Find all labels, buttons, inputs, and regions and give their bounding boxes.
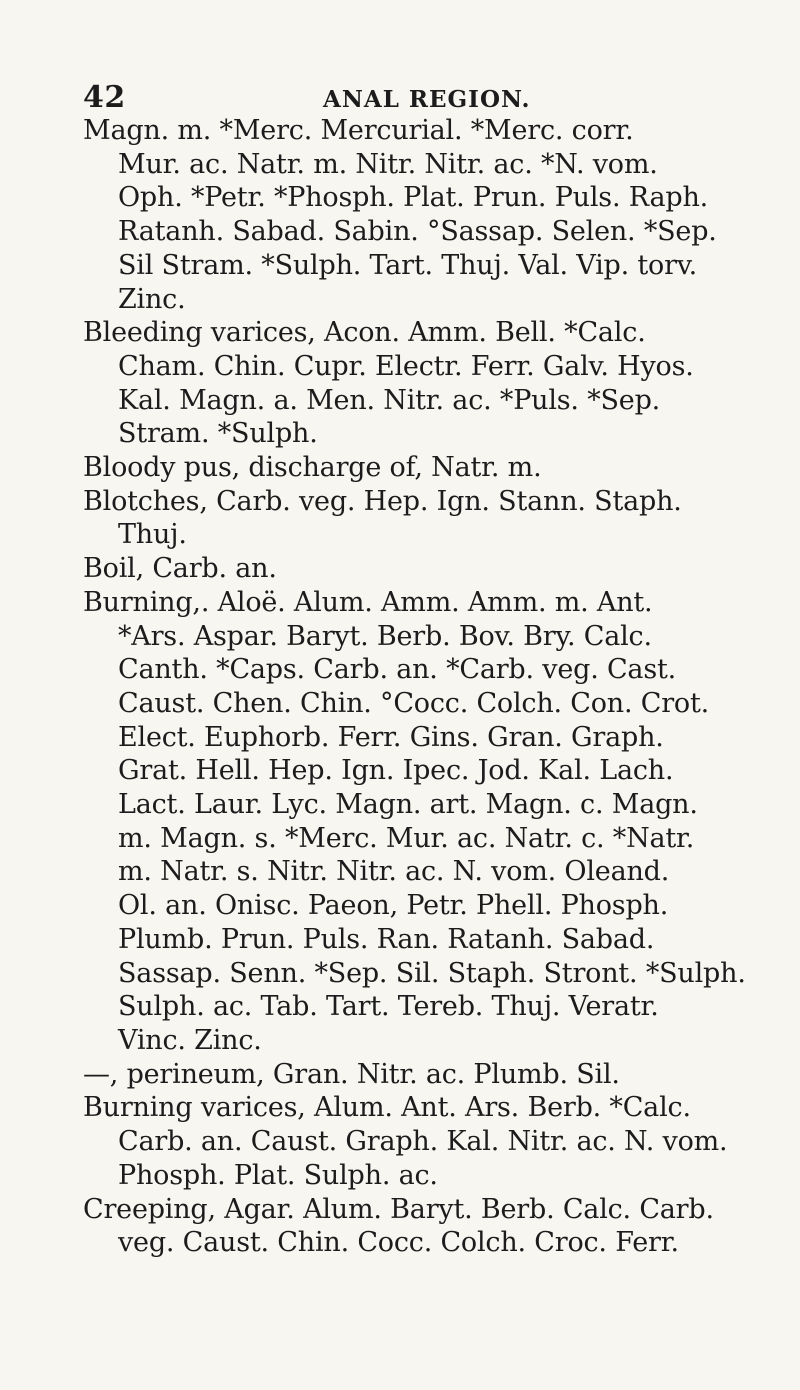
entry-line: Oph. *Petr. *Phosph. Plat. Prun. Puls. Raph.: [118, 182, 709, 214]
entry-line: Vinc. Zinc.: [118, 1024, 262, 1056]
entry-burning: [83, 586, 769, 1058]
entry-line: Elect. Euphorb. Ferr. Gins. Gran. Graph.: [118, 721, 664, 753]
entry-line: Zinc.: [118, 283, 186, 315]
entry-line: Ol. an. Onisc. Paeon, Petr. Phell. Phosph.: [118, 890, 669, 922]
entry-line: Magn. m. *Merc. Mercurial. *Merc. corr.: [83, 115, 634, 146]
entry-line: Ratanh. Sabad. Sabin. °Sassap. Selen. *Sep.: [118, 216, 717, 248]
entry-line: Burning varices, Alum. Ant. Ars. Berb. *Calc.: [83, 1092, 691, 1124]
entry-line: Boil, Carb. an.: [83, 553, 277, 585]
entry-line: Burning,. Aloë. Alum. Amm. Amm. m. Ant.: [83, 586, 653, 618]
entry-line: Sassap. Senn. *Sep. Sil. Staph. Stront. *Sulph.: [118, 957, 746, 989]
entry-line: Sulph. ac. Tab. Tart. Tereb. Thuj. Veratr.: [118, 991, 659, 1023]
entry-line: Phosph. Plat. Sulph. ac.: [118, 1159, 438, 1191]
entry-line: Thuj.: [118, 519, 187, 551]
entry-creeping: [83, 1193, 769, 1260]
entry-line: Sil Stram. *Sulph. Tart. Thuj. Val. Vip. torv.: [118, 249, 698, 281]
page-number: 42: [83, 80, 126, 115]
entry-line: Bleeding varices, Acon. Amm. Bell. *Calc.: [83, 317, 646, 349]
entry-line: *Ars. Aspar. Baryt. Berb. Bov. Bry. Calc.: [118, 620, 652, 652]
entry-line: Stram. *Sulph.: [118, 418, 318, 450]
entry-line: Bloody pus, discharge of, Natr. m.: [83, 452, 542, 484]
entry-blotches: [83, 485, 769, 552]
entry-bleeding-varices: [83, 316, 769, 451]
entry-line: Blotches, Carb. veg. Hep. Ign. Stann. Staph.: [83, 485, 682, 517]
repertory-entries: [83, 114, 769, 1260]
entry-line: Creeping, Agar. Alum. Baryt. Berb. Calc. Carb.: [83, 1193, 714, 1225]
entry-line: Plumb. Prun. Puls. Ran. Ratanh. Sabad.: [118, 923, 655, 955]
entry-line: Cham. Chin. Cupr. Electr. Ferr. Galv. Hyos.: [118, 350, 694, 382]
entry-burning-varices: [83, 1091, 769, 1192]
entry-magn-continuation: [83, 114, 769, 316]
running-head: ANAL REGION.: [323, 86, 531, 113]
entry-line: m. Magn. s. *Merc. Mur. ac. Natr. c. *Natr.: [118, 822, 695, 854]
entry-line: Carb. an. Caust. Graph. Kal. Nitr. ac. N. vom.: [118, 1126, 728, 1158]
entry-line: Canth. *Caps. Carb. an. *Carb. veg. Cast.: [118, 654, 677, 686]
entry-line: Grat. Hell. Hep. Ign. Ipec. Jod. Kal. Lach.: [118, 755, 674, 787]
entry-line: Kal. Magn. a. Men. Nitr. ac. *Puls. *Sep.: [118, 384, 661, 416]
entry-burning-perineum: [83, 1058, 769, 1092]
entry-line: Mur. ac. Natr. m. Nitr. Nitr. ac. *N. vom.: [118, 148, 658, 180]
entry-line: Caust. Chen. Chin. °Cocc. Colch. Con. Crot.: [118, 687, 710, 719]
entry-bloody-pus: [83, 451, 769, 485]
entry-boil: [83, 552, 769, 586]
entry-line: m. Natr. s. Nitr. Nitr. ac. N. vom. Oleand.: [118, 856, 670, 888]
entry-line: Lact. Laur. Lyc. Magn. art. Magn. c. Magn.: [118, 789, 698, 821]
entry-line: —, perineum, Gran. Nitr. ac. Plumb. Sil.: [83, 1058, 620, 1090]
entry-line: veg. Caust. Chin. Cocc. Colch. Croc. Ferr.: [118, 1227, 679, 1259]
